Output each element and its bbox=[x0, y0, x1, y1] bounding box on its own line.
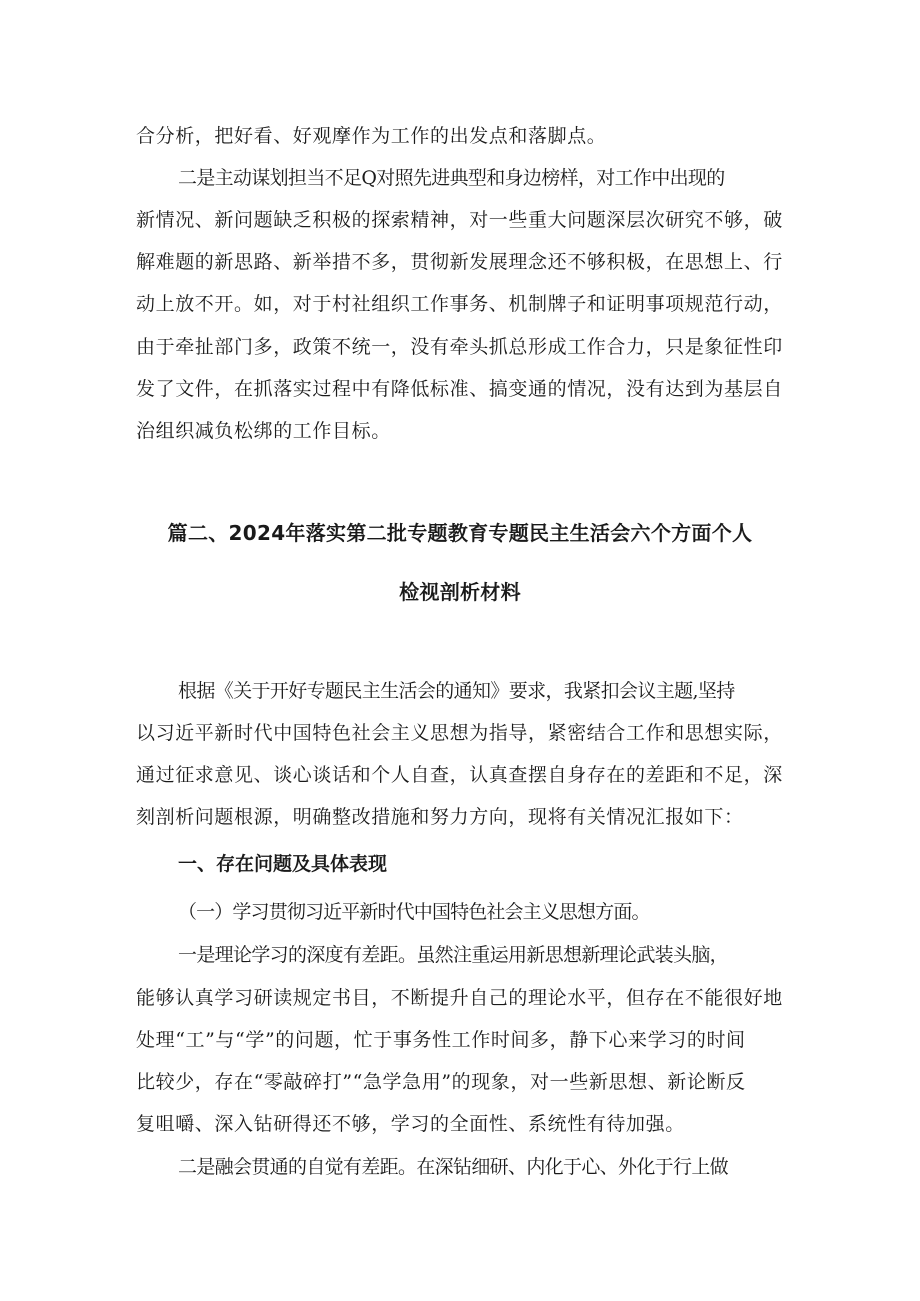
subsection-heading: （一）学习贯彻习近平新时代中国特色社会主义思想方面。 bbox=[178, 901, 650, 923]
paragraph-line: 能够认真学习研读规定书目，不断提升自己的理论水平，但存在不能很好地 bbox=[136, 987, 783, 1009]
document-title-line-2: 检视剖析材料 bbox=[399, 580, 521, 604]
intro-line: 通过征求意见、谈心谈话和个人自查，认真查摆自身存在的差距和不足，深 bbox=[136, 764, 783, 786]
document-title-line-1: 篇二、2024年落实第二批专题教育专题民主生活会六个方面个人 bbox=[167, 521, 753, 545]
intro-line: 以习近平新时代中国特色社会主义思想为指导，紧密结合工作和思想实际， bbox=[136, 722, 783, 744]
paragraph-line: 比较少，存在“零敲碎打”“急学急用”的现象，对一些新思想、新论断反 bbox=[136, 1071, 746, 1093]
paragraph-line: 新情况、新问题缺乏积极的探索精神，对一些重大问题深层次研究不够，破 bbox=[136, 209, 783, 231]
paragraph-line: 动上放不开。如，对于村社组织工作事务、机制牌子和证明事项规范行动， bbox=[136, 293, 783, 315]
section-heading: 一、存在问题及具体表现 bbox=[178, 853, 388, 875]
paragraph-line: 一是理论学习的深度有差距。虽然注重运用新思想新理论武装头脑， bbox=[178, 944, 729, 966]
paragraph-line: 由于牵扯部门多，政策不统一，没有牵头抓总形成工作合力，只是象征性印 bbox=[136, 336, 783, 358]
paragraph-line: 发了文件，在抓落实过程中有降低标准、搞变通的情况，没有达到为基层自 bbox=[136, 378, 783, 400]
paragraph-line: 处理“工”与“学”的问题，忙于事务性工作时间多，静下心来学习的时间 bbox=[136, 1029, 746, 1051]
paragraph-line: 二是融会贯通的自觉有差距。在深钻细研、内化于心、外化于行上做 bbox=[178, 1156, 729, 1178]
paragraph-line: 复咀嚼、深入钻研得还不够，学习的全面性、系统性有待加强。 bbox=[136, 1113, 685, 1135]
intro-line: 根据《关于开好专题民主生活会的通知》要求，我紧扣会议主题,坚持 bbox=[178, 680, 735, 702]
intro-line: 刻剖析问题根源，明确整改措施和努力方向，现将有关情况汇报如下： bbox=[136, 806, 744, 828]
paragraph-continuation-line: 合分析，把好看、好观摩作为工作的出发点和落脚点。 bbox=[136, 125, 607, 147]
paragraph-line: 治组织减负松绑的工作目标。 bbox=[136, 420, 391, 442]
paragraph-line: 二是主动谋划担当不足Q对照先进典型和身边榜样，对工作中出现的 bbox=[178, 167, 725, 189]
paragraph-line: 解难题的新思路、新举措不多，贯彻新发展理念还不够积极，在思想上、行 bbox=[136, 251, 783, 273]
